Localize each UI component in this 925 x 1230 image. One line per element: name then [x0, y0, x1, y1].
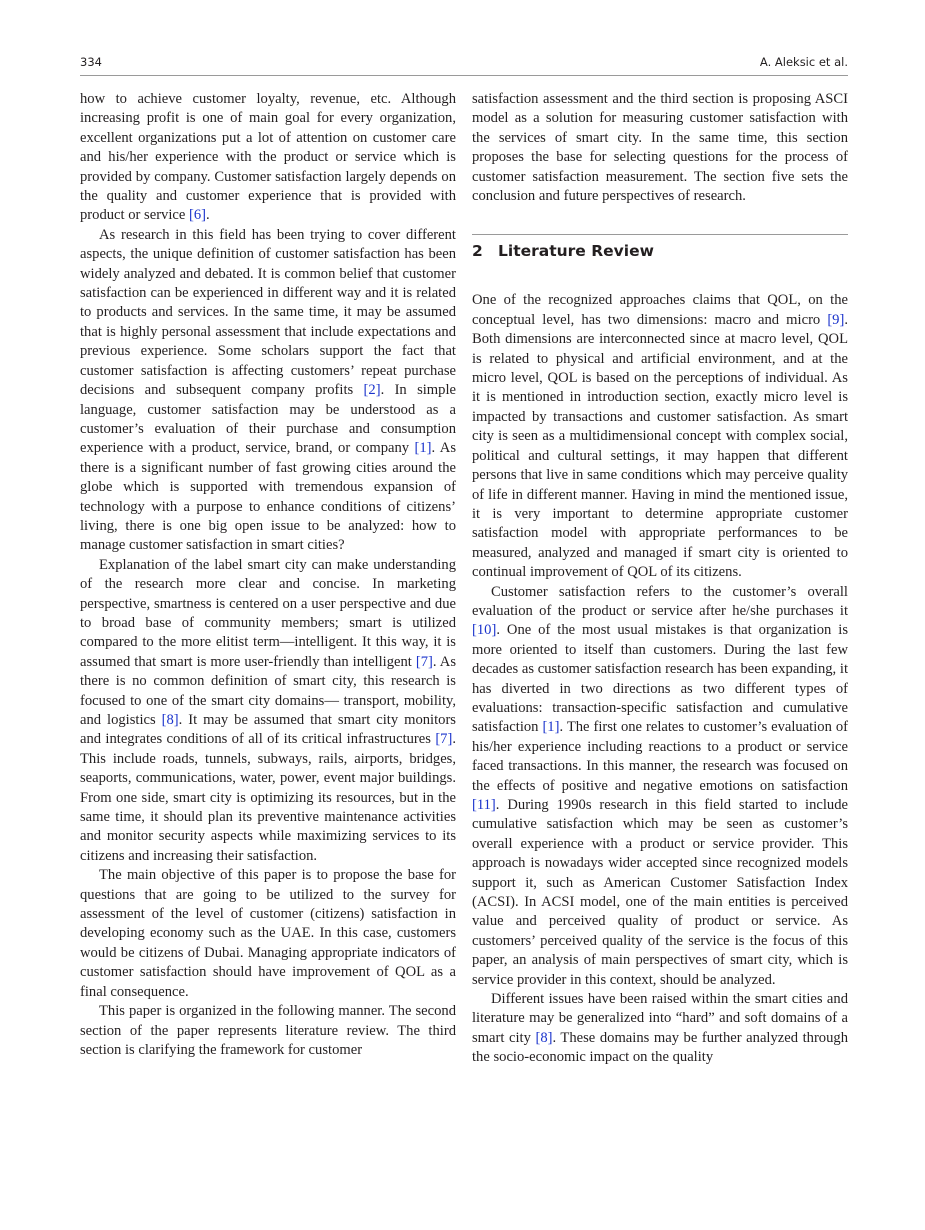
paragraph-definition: As research in this field has been trying to cover different aspects, the unique definition of customer satisfaction has been widely analyzed and debated. It is common belief that customer satisfaction can be experienced in different way and it is related to products and services. In the same time, it may be assumed that is highly personal assessment that include expectations and previous experience. Some scholars support the fact that customer satisfaction is affecting customers’ repeat purchase decisions and subsequent company profits [2]. In simple language, customer satisfaction may be understood as a customer’s evaluation of their purchase and consumption experience with a product, service, brand, or company [1]. As there is a significant number of fast growing cities around the globe which is supported with tremendous expansion of technology with a purpose to enhance conditions of citizens’ living, there is one big open issue to be analyzed: how to manage customer satisfaction in smart cities?	[80, 226, 457, 554]
running-authors: A. Aleksic et al.	[759, 55, 848, 69]
section-rule	[472, 234, 848, 235]
paragraph-domains: Different issues have been raised within the smart cities and literature may be generalized into “hard” and soft domains of a smart city [8]. These domains may be further analyzed through the socio-economic impact on the quality	[472, 991, 848, 1066]
running-head	[80, 55, 848, 71]
paragraph-organization: This paper is organized in the following manner. The second section of the paper represents literature review. The third section is clarifying the framework for customer	[80, 1003, 456, 1058]
left-column	[80, 90, 456, 1060]
citation-link[interactable]: [2]	[363, 382, 381, 399]
section-number: 2	[472, 242, 483, 261]
citation-link[interactable]: [1]	[542, 719, 560, 736]
citation-link[interactable]: [1]	[414, 440, 432, 457]
header-rule	[80, 75, 848, 76]
paragraph-organization-continued: satisfaction assessment and the third section is proposing ASCI model as a solution for measuring customer satisfaction with the services of smart city. In the same time, this section proposes the base for selecting questions for the process of customer satisfaction measurement. The section five sets the conclusion and future perspectives of research.	[472, 91, 848, 205]
paragraph-intro-continued: how to achieve customer loyalty, revenue, etc. Although increasing profit is one of main goal for every organization, excellent organizations put a lot of attention on customer care and his/her experience with the product or service which is provided by company. Customer satisfaction largely depends on the quality and customer experience that is provided with product or service [6].	[80, 91, 456, 224]
citation-link[interactable]: [11]	[472, 797, 496, 813]
page-number: 334	[80, 55, 102, 69]
citation-link[interactable]: [7]	[415, 653, 433, 670]
citation-link[interactable]: [6]	[189, 207, 207, 224]
citation-link[interactable]: [10]	[472, 622, 497, 639]
section-title: Literature Review	[498, 242, 654, 261]
citation-link[interactable]: [8]	[161, 712, 179, 728]
right-column	[472, 90, 848, 1068]
paragraph-objective: The main objective of this paper is to propose the base for questions that are going to be utilized to the survey for assessment of the level of customer (citizens) satisfaction in developing economy such as the UAE. In this case, customers would be citizens of Dubai. Managing appropriate indicators of customer satisfaction should have improvement of QOL as a final consequence.	[80, 867, 456, 1000]
section-heading	[472, 241, 848, 261]
citation-link[interactable]: [7]	[435, 731, 453, 748]
citation-link[interactable]: [9]	[827, 311, 845, 328]
paragraph-customer-satisfaction: Customer satisfaction refers to the customer’s overall evaluation of the product or service after he/she purchases it [10]. One of the most usual mistakes is that organization is more oriented to itself than customers. During the last few decades as customer satisfaction research has been expanding, it has diverted in two directions as two different types of evaluations: transaction-specific satisfaction and cumulative satisfaction [1]. The first one relates to customer’s evaluation of his/her experience including reactions to a product or service faced transactions. In this manner, the research was focused on the effects of positive and negative emotions on satisfaction [11]. During 1990s research in this field started to include cumulative satisfaction which may be seen as customer’s overall experience with a product or service provider. This approach is nowadays wider accepted since recognized models support it, such as American Customer Satisfaction Index (ACSI). In ACSI model, one of the main entities is perceived value and perceived quality of product or service. As customers’ perceived quality of the service is the focus of this paper, an analysis of main perspectives of smart city, which is service provider in this context, should be analyzed.	[472, 583, 848, 988]
citation-link[interactable]: [8]	[535, 1029, 553, 1046]
paragraph-qol-dimensions: One of the recognized approaches claims that QOL, on the conceptual level, has two dimensions: macro and micro [9]. Both dimensions are interconnected since at macro level, QOL is related to physical and artificial environment, and at the micro level, QOL is based on the perceptions of individual. As it is mentioned in introduction section, exactly micro level is impacted by transactions and customer satisfaction. As smart city is seen as a multidimensional concept with complex social, political and cultural settings, it may happen that different persons that live in same conditions which may perceive quality of life in different manner. Having in mind the mentioned issue, it is very important to determine appropriate customer satisfaction model with appropriate performances to be measured, analyzed and managed if smart city is oriented to continual improvement of QOL of its citizens.	[472, 292, 848, 581]
paragraph-smart-city-label: Explanation of the label smart city can make understanding of the research more clear and concise. In marketing perspective, smartness is centered on a user perspective and due to broad base of community members; smart is utilized compared to the more elitist term—intelligent. It this way, it is assumed that smart is more user-friendly than intelligent [7]. As there is no common definition of smart city, this research is focused to one of the smart city domains— transport, mobility, and logistics [8]. It may be assumed that smart city monitors and integrates conditions of all of its critical infrastructures [7]. This include roads, tunnels, subways, rails, airports, bridges, seaports, communications, water, power, event major buildings. From one side, smart city is optimizing its resources, but in the same time, it should plan its preventive maintenance activities and monitor security aspects while maximizing services to its citizens and increasing their satisfaction.	[80, 556, 456, 864]
